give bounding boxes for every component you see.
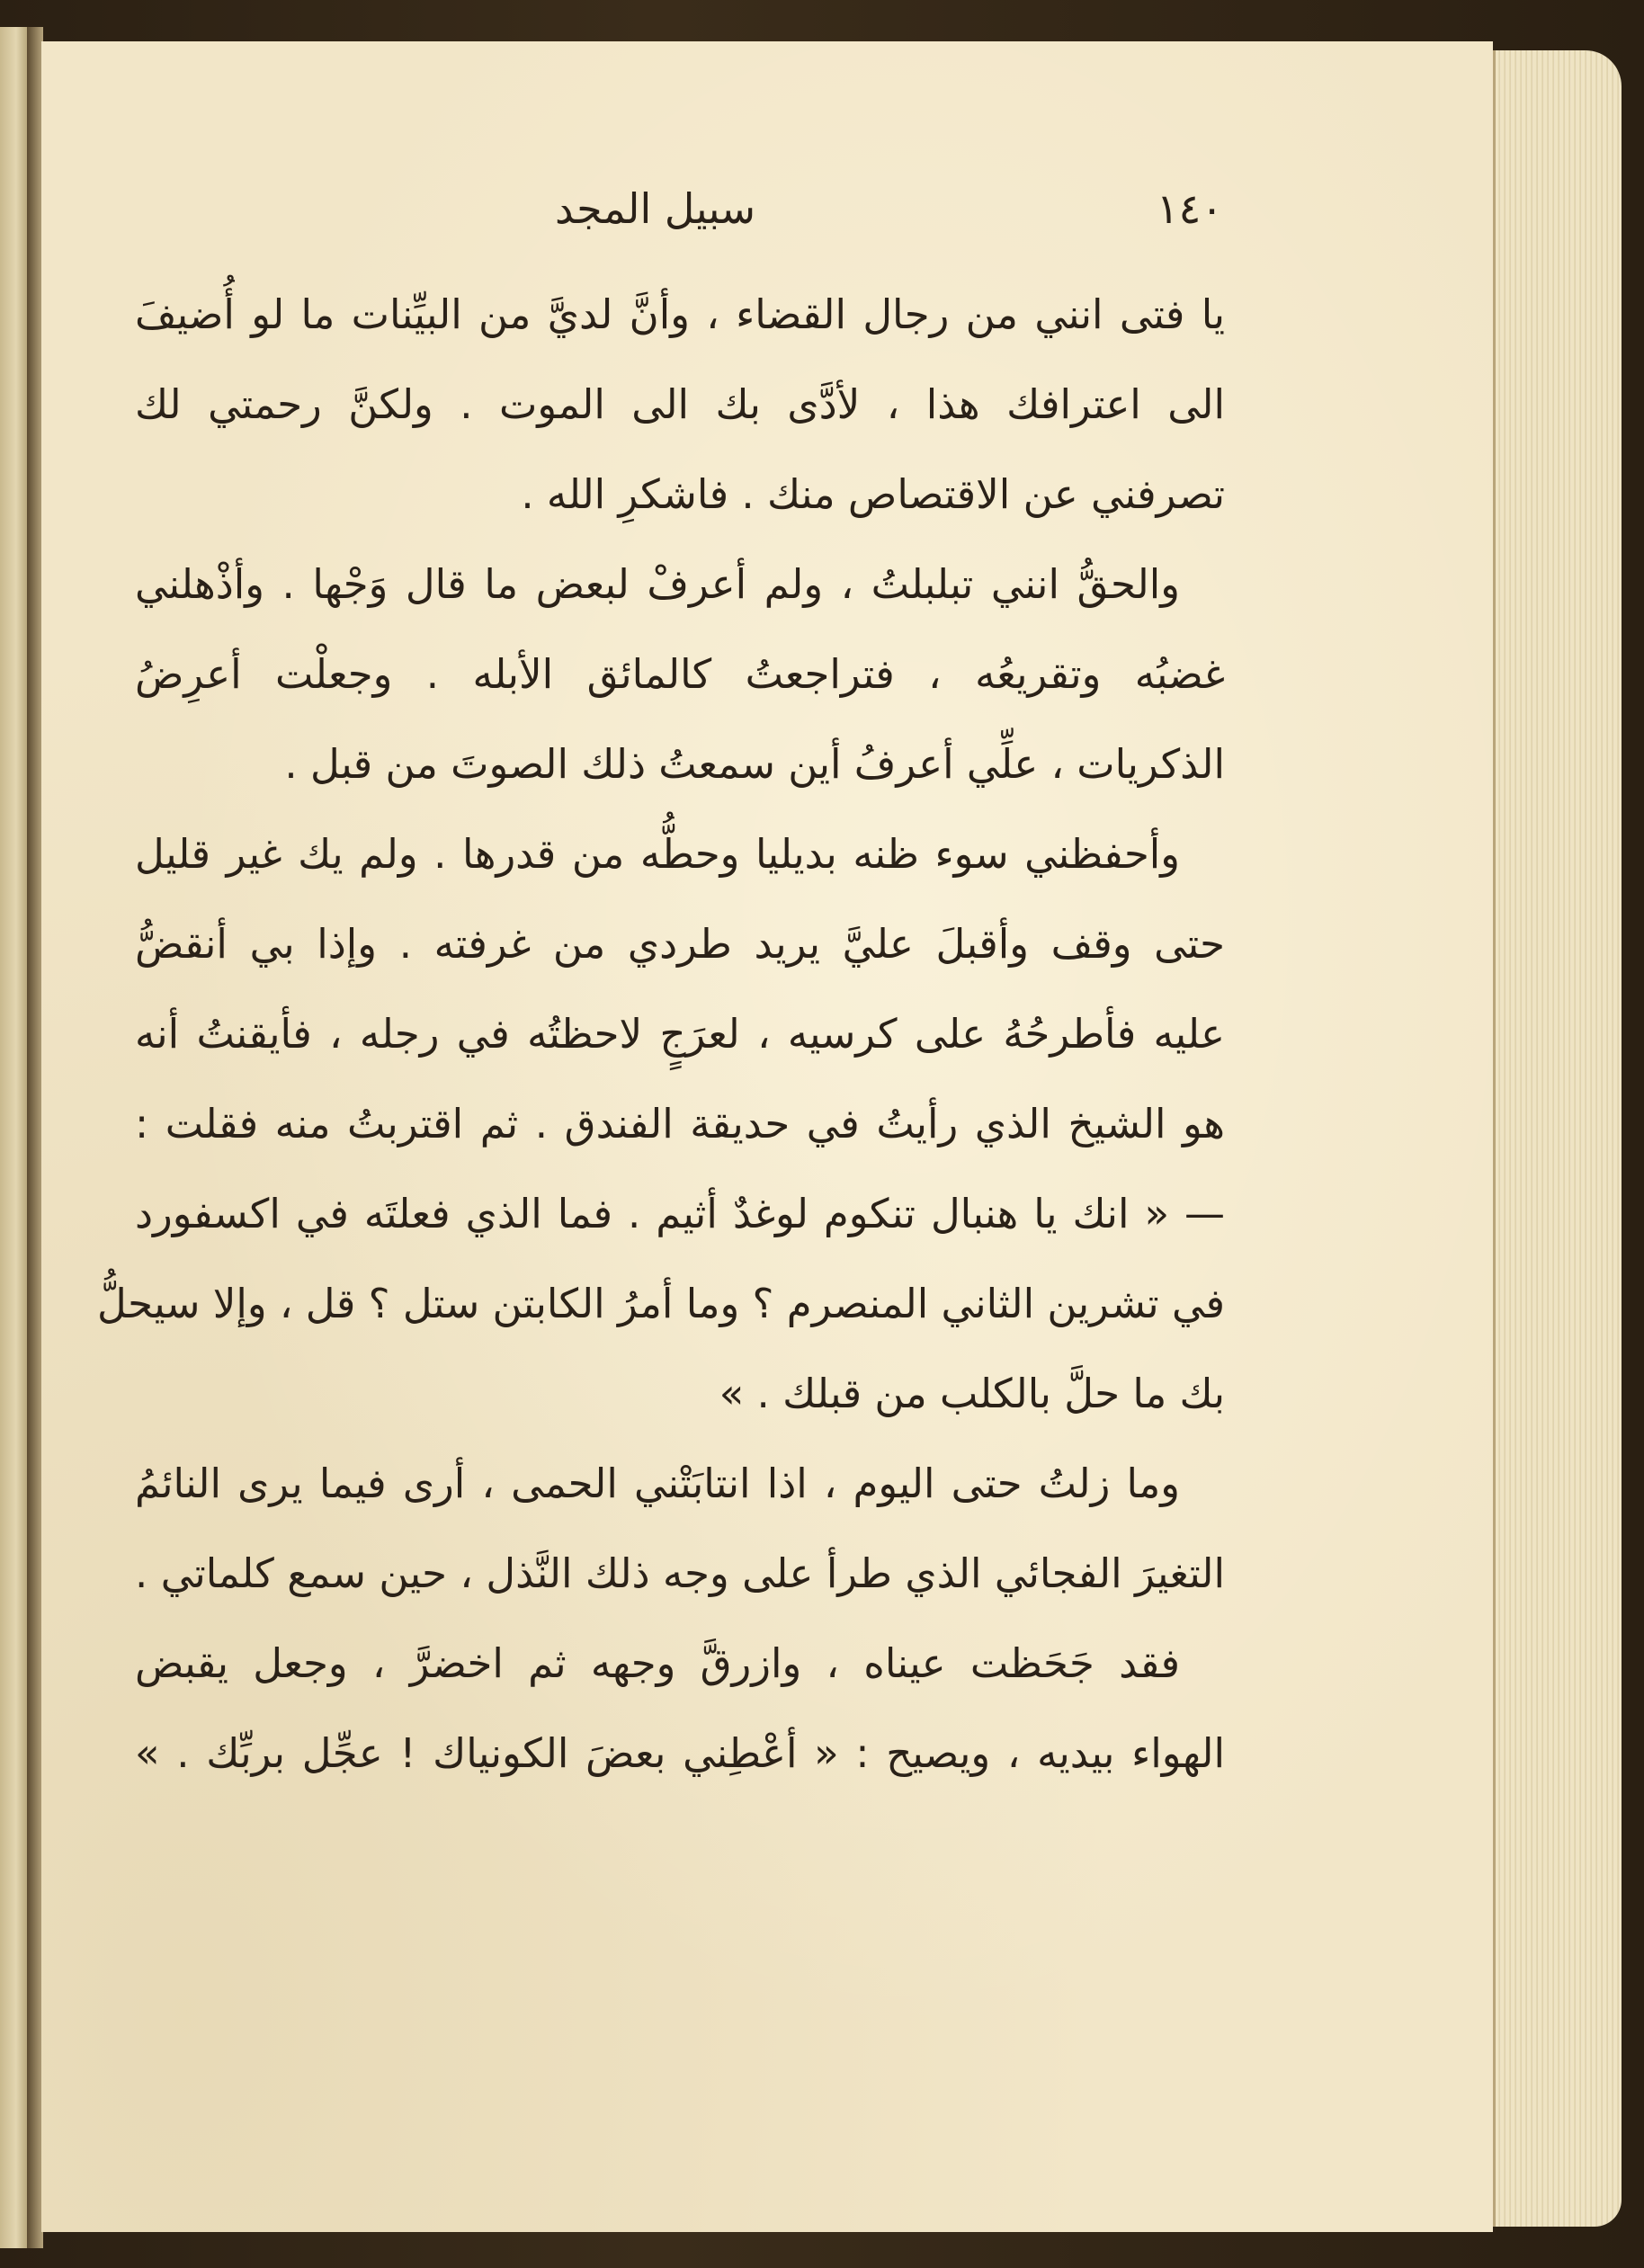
previous-page-edge <box>0 27 29 2248</box>
text-line: هو الشيخ الذي رأيتُ في حديقة الفندق . ثم اقتربتُ منه فقلت : <box>135 1100 1225 1147</box>
text-line: بك ما حلَّ بالكلب من قبلك . » <box>719 1370 1225 1417</box>
text-line: فقد جَحَظت عيناه ، وازرقَّ وجهه ثم اخضرَّ ، وجعل يقبض <box>135 1639 1180 1687</box>
text-line: عليه فأطرحُهُ على كرسيه ، لعرَجٍ لاحظتُه في رجله ، فأيقنتُ أنه <box>135 1010 1225 1058</box>
text-line: الهواء بيديه ، ويصيح : « أعْطِني بعضَ الكونياك ! عجِّل بربِّك . » <box>135 1729 1225 1777</box>
text-line: يا فتى انني من رجال القضاء ، وأنَّ لديَّ من البيِّنات ما لو أُضيفَ <box>135 290 1225 338</box>
text-line: وما زلتُ حتى اليوم ، اذا انتابَتْني الحمى ، أرى فيما يرى النائمُ <box>135 1460 1180 1507</box>
text-line: الذكريات ، علِّي أعرفُ أين سمعتُ ذلك الصوتَ من قبل . <box>284 740 1225 788</box>
text-line: في تشرين الثاني المنصرم ؟ وما أمرُ الكابتن ستل ؟ قل ، وإلا سيحلُّ <box>97 1280 1225 1327</box>
page-body <box>97 270 1225 1799</box>
running-title: سبيل المجد <box>555 184 755 233</box>
text-line: والحقُّ انني تبلبلتُ ، ولم أعرفْ لبعض ما قال وَجْها . وأذْهلني <box>135 560 1180 608</box>
text-line: التغيرَ الفجائي الذي طرأ على وجه ذلك النَّذل ، حين سمع كلماتي . <box>135 1549 1225 1597</box>
page-header <box>180 184 1223 256</box>
text-line: غضبُه وتقريعُه ، فتراجعتُ كالمائق الأبله . وجعلْت أعرِضُ <box>135 650 1225 698</box>
text-line: حتى وقف وأقبلَ عليَّ يريد طردي من غرفته . وإذا بي أنقضُّ <box>135 920 1225 968</box>
page-fore-edge <box>1493 50 1622 2227</box>
text-line: وأحفظني سوء ظنه بديليا وحطُّه من قدرها . ولم يك غير قليل <box>135 830 1180 878</box>
text-line: تصرفني عن الاقتصاص منك . فاشكرِ الله . <box>521 470 1225 518</box>
text-line: الى اعترافك هذا ، لأدَّى بك الى الموت . ولكنَّ رحمتي لك <box>135 380 1225 428</box>
page-number: ١٤٠ <box>1156 184 1223 233</box>
text-line: — « انك يا هنبال تنكوم لوغدٌ أثيم . فما الذي فعلتَه في اكسفورد <box>135 1190 1225 1237</box>
